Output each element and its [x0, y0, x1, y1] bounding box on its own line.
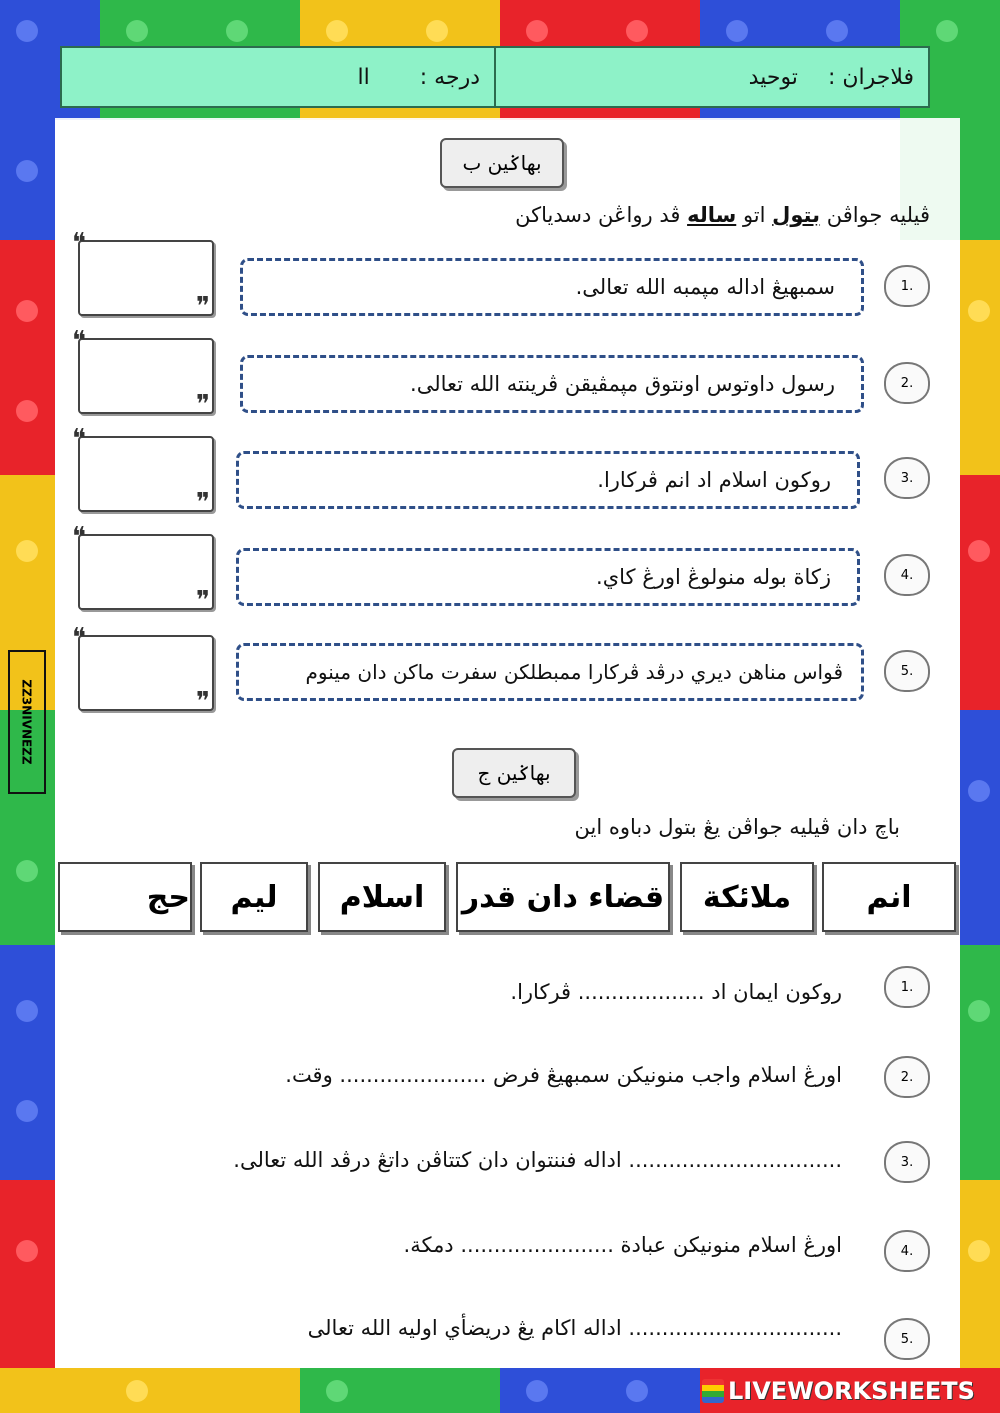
choice-true: بتول — [772, 203, 821, 227]
word-card[interactable]: حج — [58, 862, 192, 932]
quote-open-icon: ❝ — [72, 424, 86, 454]
word-card[interactable]: ملائكة — [680, 862, 814, 932]
section-c-title: بهاݢين ج — [477, 761, 551, 785]
answer-box[interactable] — [78, 436, 214, 512]
instr-post: ڤد رواڠن دسدياكن — [515, 203, 681, 227]
quote-close-icon: ❞ — [196, 292, 210, 322]
word-card[interactable]: ليم — [200, 862, 308, 932]
section-b-instruction — [515, 203, 930, 227]
word-card[interactable]: انم — [822, 862, 956, 932]
apple-number-icon: 4. — [884, 1230, 930, 1272]
statement-text: زكاة بوله منولوڠ اورڠ كاي. — [596, 565, 831, 589]
word-card[interactable]: اسلام — [318, 862, 446, 932]
statement-text: روكون اسلام اد انم ڤركارا. — [597, 468, 831, 492]
side-tag: ZZ3NIVNEZZ — [8, 650, 46, 794]
apple-number-icon: 1. — [884, 265, 930, 307]
choice-false: ساله — [687, 203, 737, 227]
apple-number-icon: 4. — [884, 554, 930, 596]
student-name-cell — [496, 48, 928, 106]
section-b-banner — [440, 138, 564, 188]
answer-box[interactable] — [78, 534, 214, 610]
instr-connector: اتو — [742, 203, 766, 227]
section-b-title: بهاݢين ب — [462, 151, 542, 175]
statement-box — [236, 643, 864, 701]
grade-cell — [62, 48, 496, 106]
quote-close-icon: ❞ — [196, 488, 210, 518]
quote-close-icon: ❞ — [196, 586, 210, 616]
statement-text: رسول داوتوس اونتوق مڽمڤيقن ڤرينته الله تعالى. — [410, 372, 835, 396]
statement-box — [240, 258, 864, 316]
section-c-instruction: باچ دان ڤيليه جواڤن يڠ بتول دباوه اين — [574, 815, 900, 839]
logo-mark-icon — [702, 1379, 724, 1403]
apple-number-icon: 5. — [884, 1318, 930, 1360]
grade-value: اا — [357, 64, 370, 90]
fill-blank-question: روكون ايمان اد ................... ڤركارا. — [510, 980, 842, 1004]
name-label: فلاجران : — [827, 64, 914, 90]
word-card[interactable]: قضاء دان قدر — [456, 862, 670, 932]
quote-open-icon: ❝ — [72, 326, 86, 356]
quote-open-icon: ❝ — [72, 228, 86, 258]
answer-box[interactable] — [78, 338, 214, 414]
apple-number-icon: 2. — [884, 362, 930, 404]
fill-blank-question: ................................ اداله اكام يڠ دريضأي اوليه الله تعالى — [307, 1316, 842, 1340]
quote-open-icon: ❝ — [72, 522, 86, 552]
grade-label: درجه : — [419, 64, 480, 90]
statement-box — [236, 451, 860, 509]
answer-box[interactable] — [78, 635, 214, 711]
instr-pre: ڤيليه جواڤن — [826, 203, 930, 227]
apple-number-icon: 1. — [884, 966, 930, 1008]
apple-number-icon: 2. — [884, 1056, 930, 1098]
apple-number-icon: 3. — [884, 457, 930, 499]
quote-close-icon: ❞ — [196, 390, 210, 420]
apple-number-icon: 5. — [884, 650, 930, 692]
apple-number-icon: 3. — [884, 1141, 930, 1183]
section-c-banner — [452, 748, 576, 798]
statement-box — [236, 548, 860, 606]
name-value: توحيد — [748, 64, 798, 90]
header-bar — [60, 46, 930, 108]
statement-box — [240, 355, 864, 413]
quote-open-icon: ❝ — [72, 623, 86, 653]
fill-blank-question: ................................ اداله فننتوان دان كتتاڤن داتڠ درڤد الله تعالى. — [233, 1148, 842, 1172]
statement-text: ڤواس مناهن ديري درڤد ڤركارا ممبطلكن سفرت ماكن دان مينوم — [305, 660, 843, 684]
liveworksheets-logo: LIVEWORKSHEETS — [702, 1377, 975, 1405]
quote-close-icon: ❞ — [196, 687, 210, 717]
statement-text: سمبهيڠ اداله مڽمبه الله تعالى. — [575, 275, 835, 299]
fill-blank-question: اورڠ اسلام منونيكن عبادة ....................... دمكة. — [403, 1233, 842, 1257]
answer-box[interactable] — [78, 240, 214, 316]
fill-blank-question: اورڠ اسلام واجب منونيكن سمبهيڠ فرض ...................... وقت. — [285, 1063, 842, 1087]
